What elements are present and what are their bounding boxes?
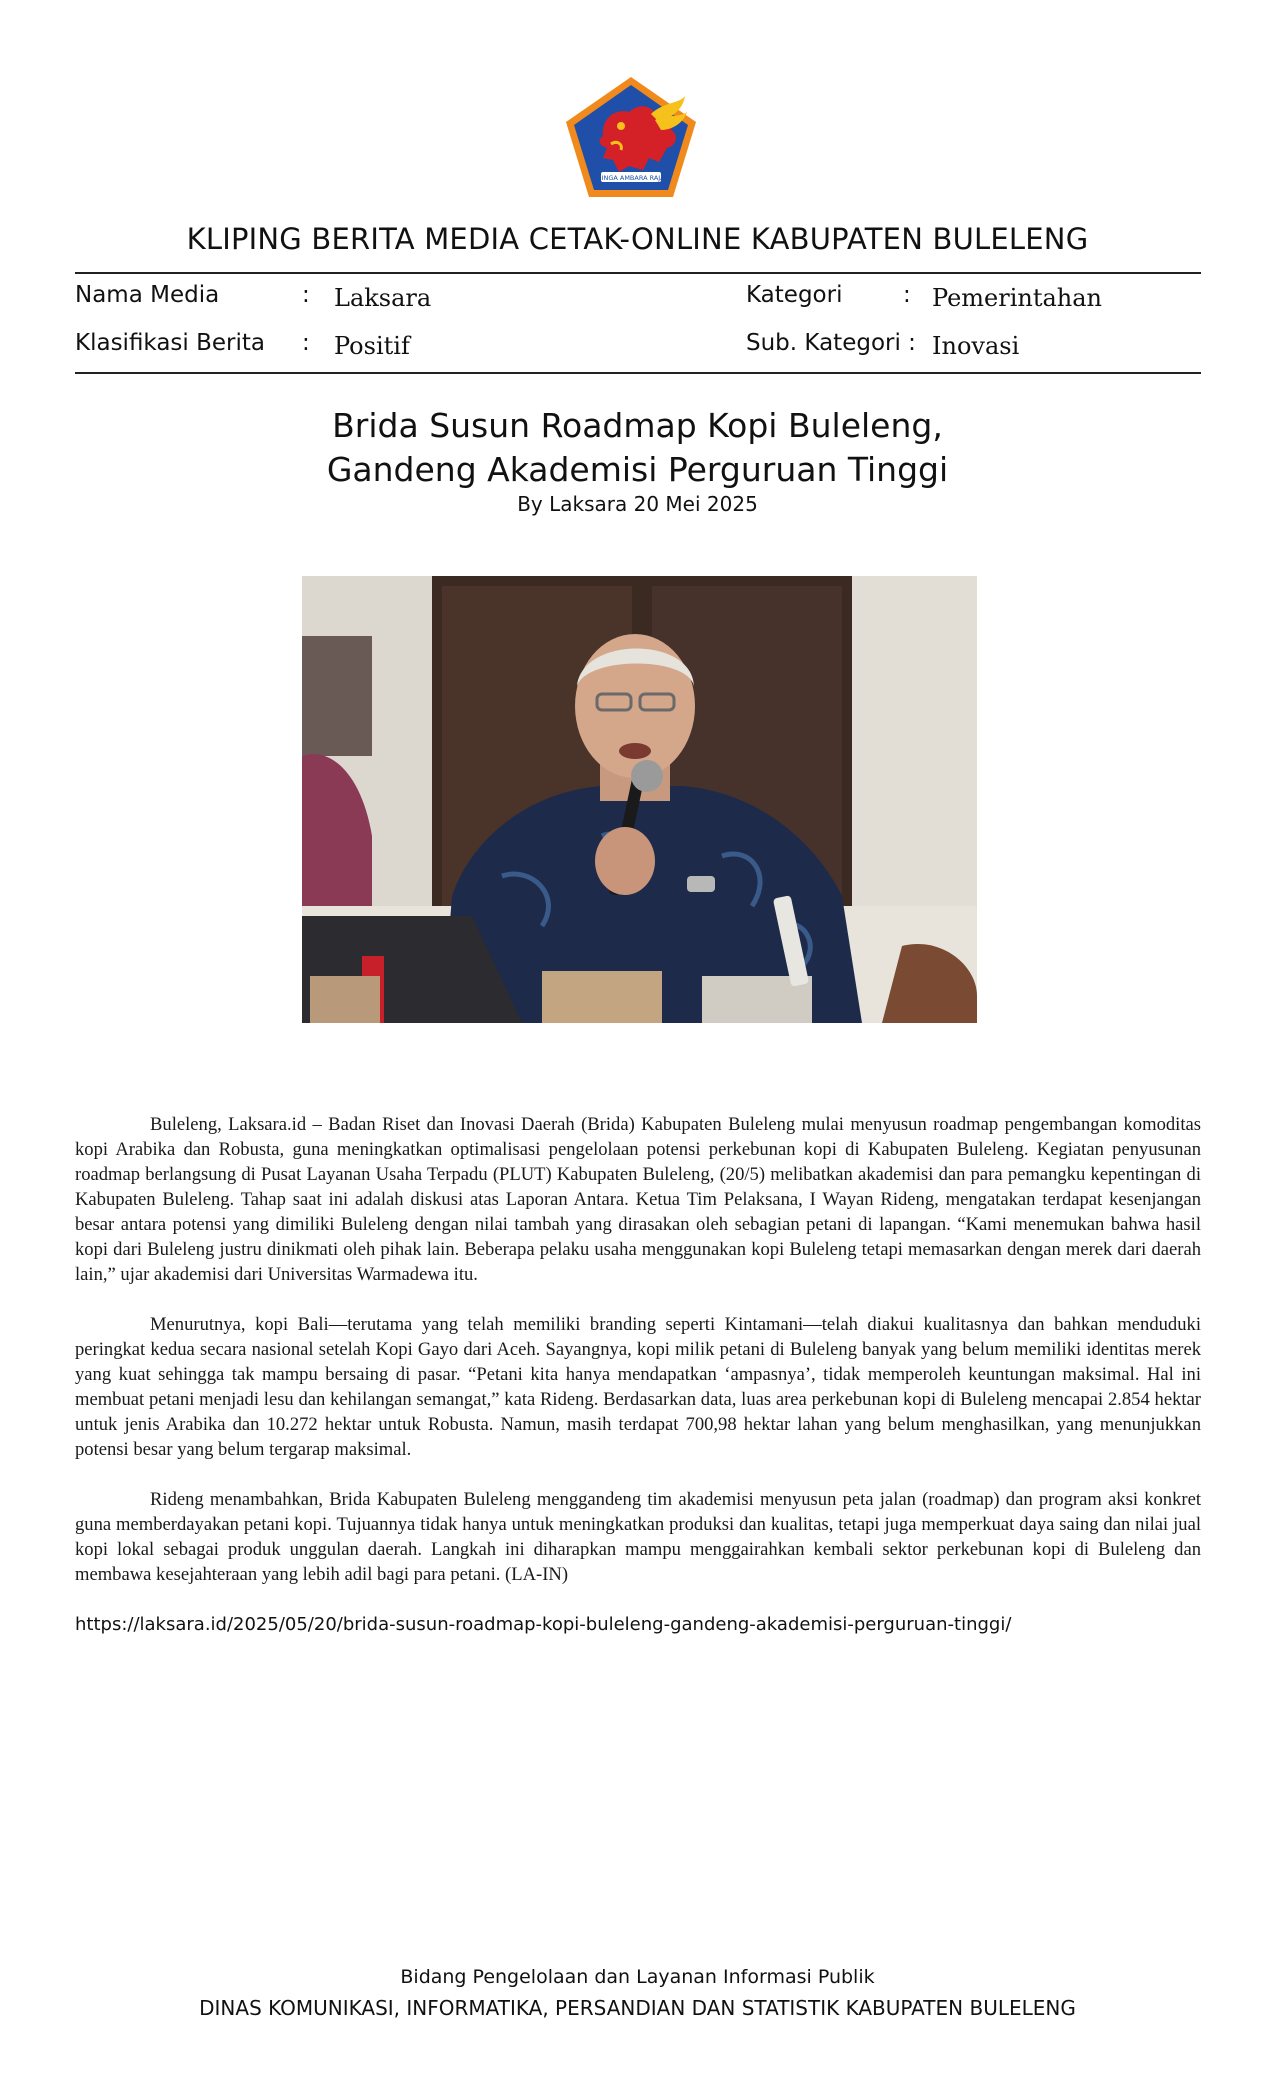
article-title-line-1: Brida Susun Roadmap Kopi Buleleng, bbox=[332, 406, 943, 445]
kategori-colon-cell bbox=[903, 282, 911, 309]
logo-motto: SINGA AMBARA RAJA bbox=[597, 174, 665, 182]
nama-media-row bbox=[75, 282, 219, 309]
article-title bbox=[0, 404, 1275, 492]
klasifikasi-row bbox=[75, 330, 265, 357]
header-divider-top bbox=[75, 272, 1201, 274]
kategori-value-cell bbox=[932, 284, 1102, 313]
nama-media-colon-cell bbox=[302, 282, 310, 309]
sub-kategori-row bbox=[746, 330, 916, 357]
footer-division: Bidang Pengelolaan dan Layanan Informasi Publik bbox=[400, 1966, 875, 1988]
klasifikasi-label: Klasifikasi Berita bbox=[75, 330, 266, 356]
klasifikasi-value: Positif bbox=[334, 332, 410, 360]
article-byline: By Laksara 20 Mei 2025 bbox=[517, 492, 758, 516]
sub-kategori-value: Inovasi bbox=[932, 332, 1020, 360]
header-divider-bottom bbox=[75, 372, 1201, 374]
sub-kategori-label: Sub. Kategori : bbox=[746, 330, 916, 356]
nama-media-label: Nama Media bbox=[75, 282, 220, 308]
speaker-photo-illustration bbox=[302, 576, 977, 1023]
kategori-row bbox=[746, 282, 842, 309]
article-photo bbox=[302, 576, 977, 1023]
footer-agency: DINAS KOMUNIKASI, INFORMATIKA, PERSANDIAN DAN STATISTIK KABUPATEN BULELENG bbox=[199, 1996, 1076, 2020]
article-paragraph-2: Menurutnya, kopi Bali—terutama yang telah memiliki branding seperti Kintamani—telah diakui kualitasnya dan bahkan menduduki peringkat kedua secara nasional setelah Kopi Gayo dari Aceh. Sayangnya, kopi milik petani di Buleleng banyak yang belum memiliki identitas merek yang kuat sehingga tak mampu bersaing di pasar. “Petani kita hanya mendapatkan ‘ampasnya’, tidak memperoleh keuntungan maksimal. Hal ini membuat petani menjadi lesu dan kehilangan semangat,” kata Rideng. Berdasarkan data, luas area perkebunan kopi di Buleleng mencapai 2.854 hektar untuk jenis Arabika dan 10.272 hektar untuk Robusta. Namun, masih terdapat 700,98 hektar lahan yang belum menghasilkan, yang menunjukkan potensi besar yang belum tergarap maksimal. bbox=[75, 1314, 1201, 1460]
article-paragraph-1: Buleleng, Laksara.id – Badan Riset dan Inovasi Daerah (Brida) Kabupaten Buleleng mulai menyusun roadmap pengembangan komoditas kopi Arabika dan Robusta, guna meningkatkan optimalisasi pengelolaan potensi perkebunan kopi di Kabupaten Buleleng. Kegiatan penyusunan roadmap berlangsung di Pusat Layanan Usaha Terpadu (PLUT) Kabupaten Buleleng, (20/5) melibatkan akademisi dan para pemangku kepentingan di Kabupaten Buleleng. Tahap saat ini adalah diskusi atas Laporan Antara. Ketua Tim Pelaksana, I Wayan Rideng, mengatakan terdapat kesenjangan besar antara potensi yang dimiliki Buleleng dengan nilai tambah yang dirasakan oleh sebagian petani di lapangan. “Kami menemukan bahwa hasil kopi dari Buleleng justru dinikmati oleh pihak lain. Beberapa pelaku usaha menggunakan kopi Buleleng tetapi memasarkan dengan merek dari daerah lain,” ujar akademisi dari Universitas Warmadewa itu. bbox=[75, 1114, 1201, 1285]
kategori-colon: : bbox=[903, 282, 911, 308]
nama-media-colon: : bbox=[302, 282, 310, 308]
klasifikasi-colon: : bbox=[302, 330, 310, 356]
clipping-header-title: KLIPING BERITA MEDIA CETAK-ONLINE KABUPATEN BULELENG bbox=[186, 222, 1089, 256]
nama-media-value: Laksara bbox=[334, 284, 432, 312]
klasifikasi-colon-cell bbox=[302, 330, 310, 357]
buleleng-emblem-icon bbox=[563, 74, 699, 200]
nama-media-value-cell bbox=[334, 284, 431, 313]
sub-kategori-value-cell bbox=[932, 332, 1019, 361]
kategori-value: Pemerintahan bbox=[932, 284, 1103, 312]
article-body bbox=[75, 1112, 1201, 1612]
klasifikasi-value-cell bbox=[334, 332, 410, 361]
article-title-line-2: Gandeng Akademisi Perguruan Tinggi bbox=[326, 450, 949, 489]
article-source-url[interactable]: https://laksara.id/2025/05/20/brida-susun-roadmap-kopi-buleleng-gandeng-akademisi-perguruan-tinggi/ bbox=[75, 1614, 1012, 1635]
article-paragraph-3: Rideng menambahkan, Brida Kabupaten Buleleng menggandeng tim akademisi menyusun peta jalan (roadmap) dan program aksi konkret guna memberdayakan petani kopi. Tujuannya tidak hanya untuk meningkatkan produksi dan kualitas, tetapi juga memperkuat daya saing dan nilai jual kopi lokal sebagai produk unggulan daerah. Langkah ini diharapkan mampu menggairahkan kembali sektor perkebunan kopi di Buleleng dan membawa kesejahteraan yang lebih adil bagi para petani. (LA-IN) bbox=[75, 1489, 1201, 1585]
kategori-label: Kategori bbox=[746, 282, 843, 308]
